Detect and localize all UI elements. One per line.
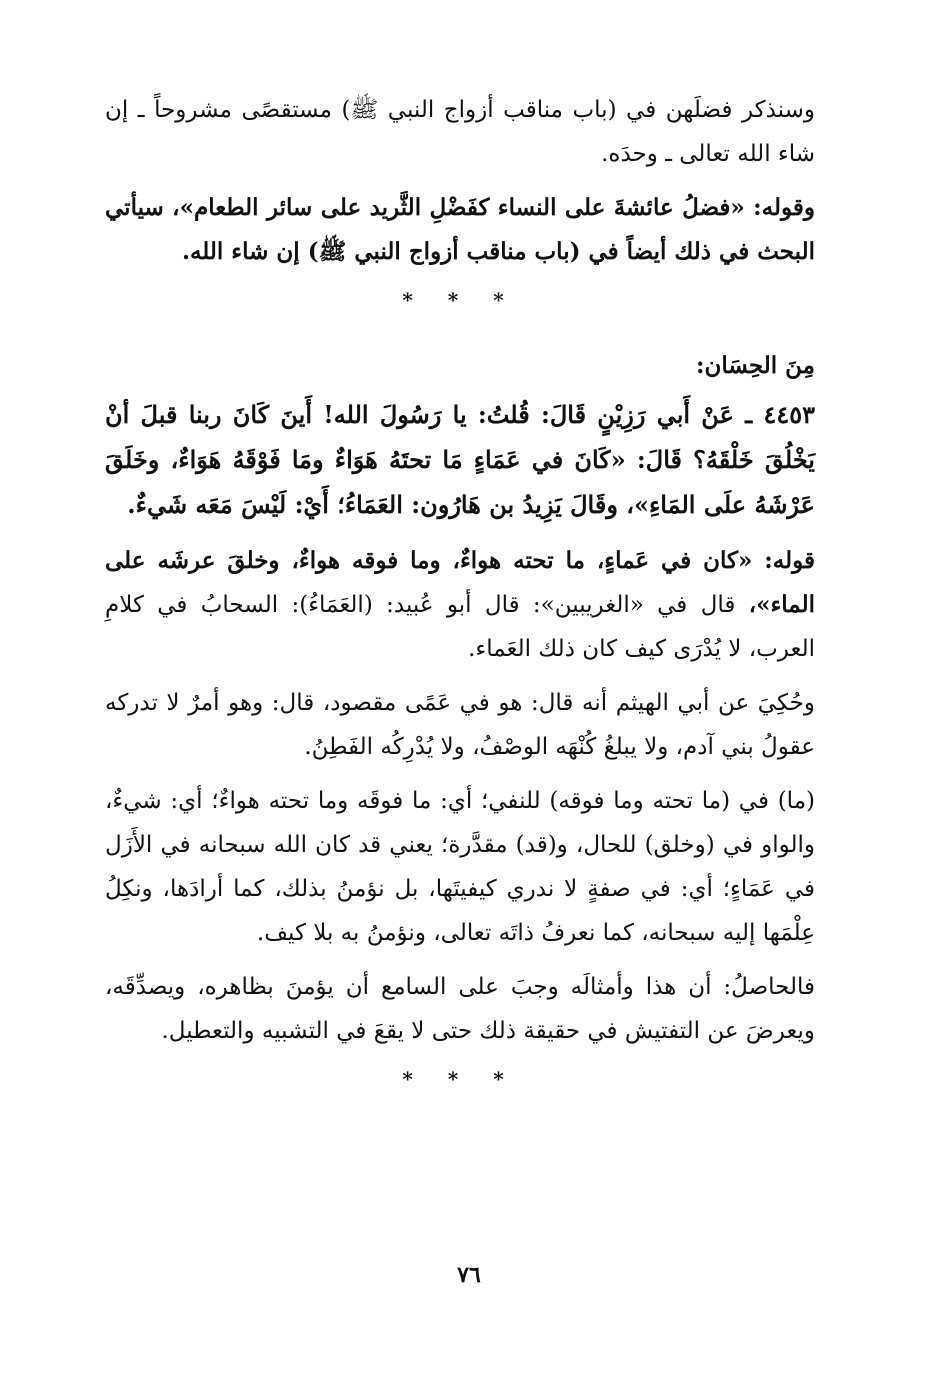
commentary-paragraph-3: (ما) في (ما تحته وما فوقه) للنفي؛ أي: ما فوقَه وما تحته هواءٌ؛ أي: شيءٌ، والواو في (وخلق) للحال، و(قد) مقدَّرة؛ يعني قد كان الله سبحانه في الأَزَل في عَمَاءٍ؛ أي: في صفةٍ لا ندري كيفيتَها، بل نؤمنُ بذلك، كما أرادَها، ونكِلُ عِلْمَها إليه سبحانه، كما نعرفُ ذاتَه تعالى، ونؤمنُ به بلا كيف. [105,788,815,946]
commentary-paragraph-1 [105,539,815,671]
hadith-text: ٤٤٥٣ ـ عَنْ أَبي رَزِيْنٍ قَالَ: قُلتُ: يا رَسُولَ الله! أَينَ كَانَ ربنا قبلَ أنْ يَخْلُقَ خَلْقَهُ؟ قَالَ: «كَانَ في عَمَاءٍ مَا تحتَهُ هَوَاءٌ ومَا فَوْقَهُ هَوَاءٌ، وخَلَقَ عَرْشَهُ علَى المَاءِ»، وقَالَ يَزِيدُ بن هَارُون: العَمَاءُ؛ أَيْ: لَيْسَ مَعَه شَيءٌ. [105,400,815,519]
page-number: ٧٦ [457,1262,481,1288]
commentary-paragraph-2: وحُكِيَ عن أبي الهيثم أنه قال: هو في عَمًى مقصود، قال: وهو أمرٌ لا تدركه عقولُ بني آدم، ولا يبلغُ كُنْهَه الوصْفُ، ولا يُدْرِكُه الفَطِنُ. [105,690,815,760]
page-body [105,88,815,1123]
paragraph-2: وقوله: «فضلُ عائشةَ على النساء كفَضْلِ الثَّريد على سائر الطعام»، سيأتي البحث في ذلك أيضاً في (باب مناقب أزواج النبي ﷺ) إن شاء الله. [105,194,815,265]
section-heading: مِنَ الحِسَان: [696,352,815,379]
commentary-paragraph-4: فالحاصلُ: أن هذا وأمثالَه وجبَ على السامع أن يؤمنَ بظاهره، ويصدِّقَه، ويعرضَ عن التفتيش في حقيقة ذلك حتى لا يقعَ في التشبيه والتعطيل. [105,974,815,1044]
separator-top: * * * [402,288,518,312]
separator-bottom: * * * [402,1067,518,1091]
paragraph-1: وسنذكر فضلَهن في (باب مناقب أزواج النبي ﷺ) مستقصًى مشروحاً ـ إن شاء الله تعالى ـ وحدَه. [105,97,815,167]
commentary-explanation: قال في «الغريبين»: قال أبو عُبيد: (العَمَاءُ): السحابُ في كلامِ العرب، لا يُدْرَى كيف كان ذلك العَماء. [105,592,815,662]
commentary-quote: قوله: «كان في عَماءٍ، ما تحته هواءٌ، وما فوقه هواءٌ، وخلقَ عرشَه على الماء»، [105,547,815,618]
